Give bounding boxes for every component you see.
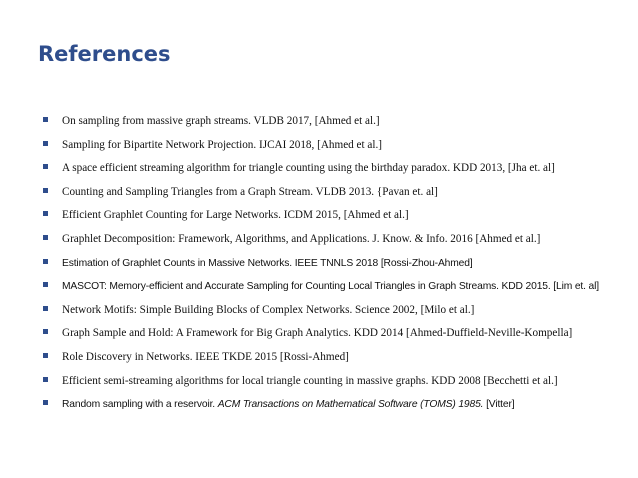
list-item (42, 112, 632, 136)
reference-text: Graphlet Decomposition: Framework, Algorithms, and Applications. J. Know. & Info. 2016 [Ahmed et al.] (62, 232, 541, 245)
bullet-icon (43, 164, 48, 169)
reference-text: MASCOT: Memory-efficient and Accurate Sampling for Counting Local Triangles in Graph Streams. KDD 2015. [Lim et. al] (62, 281, 599, 293)
reference-authors: [Vitter] (483, 399, 515, 411)
reference-text: Graph Sample and Hold: A Framework for Big Graph Analytics. KDD 2014 [Ahmed-Duffield-Neville-Kompella] (62, 327, 573, 340)
bullet-icon (43, 282, 48, 287)
reference-text: On sampling from massive graph streams. VLDB 2017, [Ahmed et al.] (62, 115, 380, 127)
reference-text: Estimation of Graphlet Counts in Massive Networks. IEEE TNNLS 2018 [Rossi-Zhou-Ahmed] (62, 257, 473, 269)
bullet-icon (43, 188, 48, 193)
reference-text: Sampling for Bipartite Network Projection. IJCAI 2018, [Ahmed et al.] (62, 138, 383, 151)
reference-text: Efficient semi-streaming algorithms for local triangle counting in massive graphs. KDD 2008 [Becchetti et al.] (62, 374, 558, 387)
bullet-icon (43, 259, 48, 264)
bullet-icon (43, 377, 48, 382)
reference-list (42, 112, 632, 419)
bullet-icon (43, 211, 48, 216)
list-item (42, 348, 632, 372)
reference-text-main: Random sampling with a reservoir. (62, 399, 218, 411)
list-item (42, 159, 632, 183)
list-item (42, 324, 632, 348)
bullet-icon (43, 306, 48, 311)
list-item (42, 277, 632, 301)
bullet-icon (43, 235, 48, 240)
list-item (42, 230, 632, 254)
reference-text: Role Discovery in Networks. IEEE TKDE 2015 [Rossi-Ahmed] (62, 350, 349, 363)
list-item (42, 254, 632, 278)
bullet-icon (43, 141, 48, 146)
bullet-icon (43, 353, 48, 358)
reference-text (62, 399, 514, 410)
list-item (42, 395, 632, 419)
reference-text: Network Motifs: Simple Building Blocks of Complex Networks. Science 2002, [Milo et al.] (62, 303, 475, 316)
reference-text: Counting and Sampling Triangles from a Graph Stream. VLDB 2013. {Pavan et. al] (62, 185, 438, 198)
reference-text: A space efficient streaming algorithm for triangle counting using the birthday paradox. KDD 2013, [Jha et. al] (62, 162, 555, 175)
page-title: References (38, 42, 171, 66)
reference-text: Efficient Graphlet Counting for Large Networks. ICDM 2015, [Ahmed et al.] (62, 209, 409, 222)
list-item (42, 301, 632, 325)
reference-venue: ACM Transactions on Mathematical Software (TOMS) 1985. (217, 399, 484, 411)
bullet-icon (43, 117, 48, 122)
list-item (42, 372, 632, 396)
list-item (42, 206, 632, 230)
list-item (42, 183, 632, 207)
bullet-icon (43, 400, 48, 405)
bullet-icon (43, 329, 48, 334)
list-item (42, 136, 632, 160)
